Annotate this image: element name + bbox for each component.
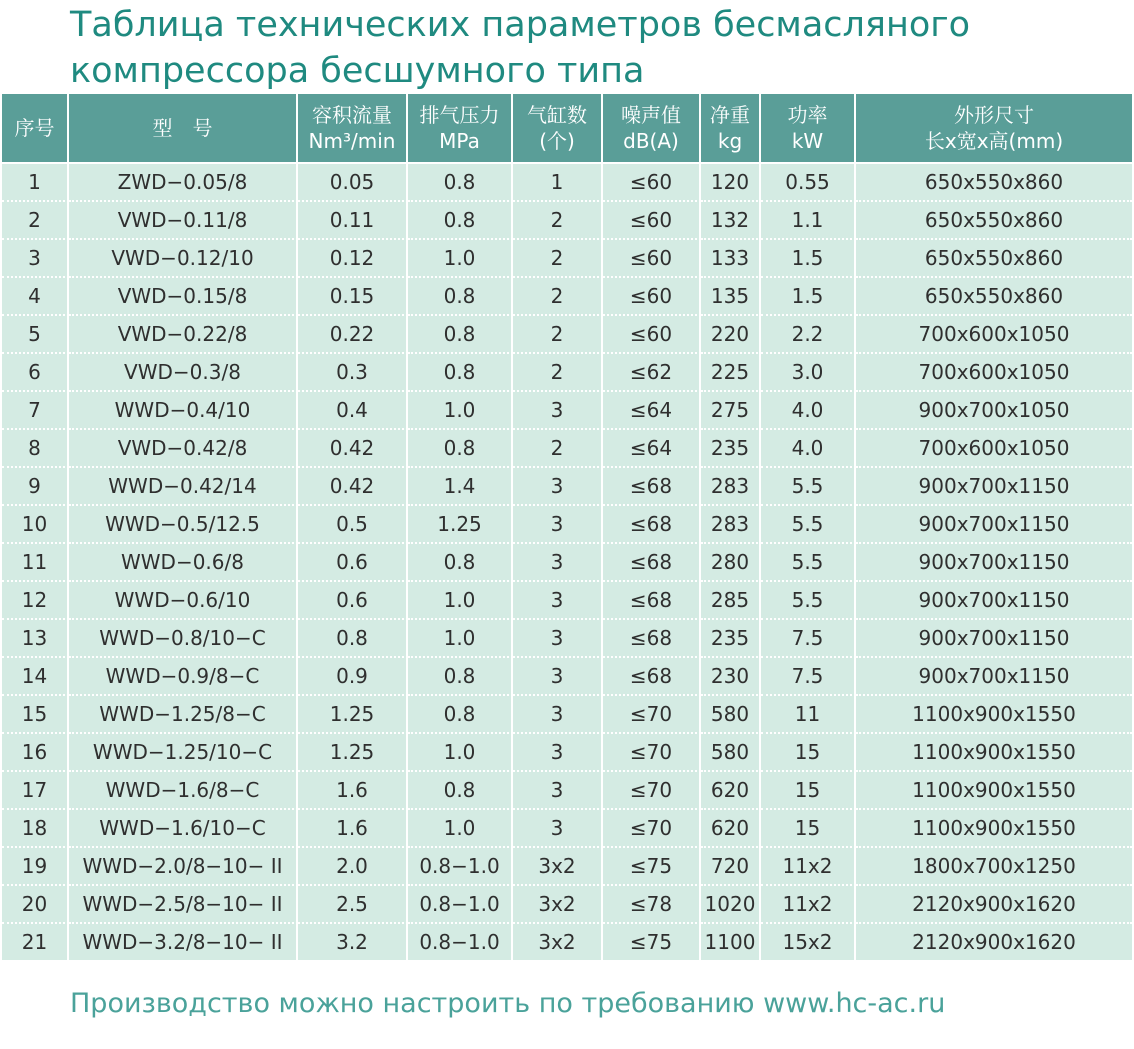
cell-index: 14 [2, 658, 69, 696]
cell-cylinders: 1 [513, 164, 603, 202]
cell-model: VWD−0.12/10 [69, 240, 298, 278]
column-header-model-label: 型 号 [152, 116, 213, 140]
cell-cylinders: 3 [513, 810, 603, 848]
cell-power: 5.5 [761, 544, 856, 582]
column-header-power [761, 94, 856, 164]
cell-weight: 1020 [701, 886, 761, 924]
cell-index: 21 [2, 924, 69, 960]
cell-model: ZWD−0.05/8 [69, 164, 298, 202]
table-row [2, 658, 1132, 696]
cell-weight: 620 [701, 810, 761, 848]
cell-pressure: 0.8 [408, 354, 513, 392]
cell-weight: 275 [701, 392, 761, 430]
table-row [2, 506, 1132, 544]
cell-pressure: 0.8 [408, 696, 513, 734]
table-row [2, 620, 1132, 658]
cell-cylinders: 3 [513, 620, 603, 658]
cell-noise: ≤60 [603, 164, 701, 202]
cell-cylinders: 3 [513, 734, 603, 772]
cell-model: WWD−0.4/10 [69, 392, 298, 430]
cell-model: WWD−0.9/8−C [69, 658, 298, 696]
cell-power: 4.0 [761, 392, 856, 430]
cell-weight: 1100 [701, 924, 761, 960]
table-row [2, 240, 1132, 278]
cell-power: 1.1 [761, 202, 856, 240]
footer-note: Производство можно настроить по требованию www.hc-ac.ru [70, 988, 946, 1019]
cell-pressure: 1.0 [408, 240, 513, 278]
cell-flow: 3.2 [298, 924, 408, 960]
cell-noise: ≤70 [603, 772, 701, 810]
cell-weight: 220 [701, 316, 761, 354]
cell-dimensions: 650x550x860 [856, 240, 1132, 278]
cell-dimensions: 1100x900x1550 [856, 772, 1132, 810]
table-body [2, 164, 1132, 960]
column-header-power-unit: kW [791, 129, 824, 153]
cell-cylinders: 2 [513, 430, 603, 468]
cell-index: 20 [2, 886, 69, 924]
cell-noise: ≤62 [603, 354, 701, 392]
cell-pressure: 1.0 [408, 392, 513, 430]
cell-power: 11x2 [761, 886, 856, 924]
cell-pressure: 1.0 [408, 620, 513, 658]
table-row [2, 430, 1132, 468]
cell-model: WWD−0.8/10−C [69, 620, 298, 658]
cell-noise: ≤68 [603, 582, 701, 620]
cell-dimensions: 900x700x1150 [856, 544, 1132, 582]
cell-dimensions: 1100x900x1550 [856, 734, 1132, 772]
cell-weight: 135 [701, 278, 761, 316]
cell-dimensions: 1100x900x1550 [856, 810, 1132, 848]
cell-noise: ≤70 [603, 696, 701, 734]
column-header-index [2, 94, 69, 164]
cell-dimensions: 650x550x860 [856, 164, 1132, 202]
cell-pressure: 0.8−1.0 [408, 924, 513, 960]
cell-cylinders: 3 [513, 772, 603, 810]
cell-flow: 1.25 [298, 734, 408, 772]
cell-power: 15 [761, 772, 856, 810]
cell-index: 11 [2, 544, 69, 582]
cell-power: 15x2 [761, 924, 856, 960]
cell-cylinders: 2 [513, 278, 603, 316]
cell-weight: 230 [701, 658, 761, 696]
cell-index: 7 [2, 392, 69, 430]
table-row [2, 544, 1132, 582]
table-row [2, 810, 1132, 848]
cell-weight: 720 [701, 848, 761, 886]
cell-weight: 580 [701, 696, 761, 734]
cell-power: 11 [761, 696, 856, 734]
table-row [2, 772, 1132, 810]
table-row [2, 202, 1132, 240]
cell-index: 6 [2, 354, 69, 392]
cell-flow: 2.0 [298, 848, 408, 886]
cell-power: 1.5 [761, 278, 856, 316]
cell-model: WWD−2.5/8−10− II [69, 886, 298, 924]
cell-flow: 1.6 [298, 772, 408, 810]
cell-weight: 620 [701, 772, 761, 810]
cell-pressure: 0.8 [408, 430, 513, 468]
cell-index: 3 [2, 240, 69, 278]
column-header-power-label: 功率 [787, 103, 828, 127]
column-header-index-label: 序号 [14, 116, 55, 140]
cell-cylinders: 3 [513, 658, 603, 696]
cell-dimensions: 2120x900x1620 [856, 886, 1132, 924]
cell-flow: 0.22 [298, 316, 408, 354]
cell-weight: 132 [701, 202, 761, 240]
cell-noise: ≤60 [603, 278, 701, 316]
cell-cylinders: 3x2 [513, 848, 603, 886]
cell-power: 5.5 [761, 468, 856, 506]
cell-power: 7.5 [761, 658, 856, 696]
column-header-weight [701, 94, 761, 164]
cell-power: 7.5 [761, 620, 856, 658]
column-header-noise [603, 94, 701, 164]
cell-model: WWD−1.25/8−C [69, 696, 298, 734]
column-header-cylinders [513, 94, 603, 164]
cell-noise: ≤60 [603, 240, 701, 278]
column-header-cylinders-label: 气缸数 [527, 103, 587, 127]
cell-flow: 0.6 [298, 582, 408, 620]
cell-weight: 133 [701, 240, 761, 278]
cell-model: VWD−0.22/8 [69, 316, 298, 354]
cell-dimensions: 900x700x1150 [856, 658, 1132, 696]
cell-flow: 1.25 [298, 696, 408, 734]
cell-pressure: 1.0 [408, 582, 513, 620]
cell-model: VWD−0.15/8 [69, 278, 298, 316]
cell-cylinders: 3 [513, 544, 603, 582]
cell-index: 17 [2, 772, 69, 810]
table-row [2, 924, 1132, 960]
column-header-pressure-unit: MPa [439, 129, 480, 153]
cell-pressure: 1.0 [408, 810, 513, 848]
cell-dimensions: 900x700x1150 [856, 506, 1132, 544]
cell-model: VWD−0.3/8 [69, 354, 298, 392]
cell-index: 2 [2, 202, 69, 240]
cell-dimensions: 700x600x1050 [856, 354, 1132, 392]
cell-power: 2.2 [761, 316, 856, 354]
cell-noise: ≤68 [603, 658, 701, 696]
cell-cylinders: 3 [513, 506, 603, 544]
specs-table-container [2, 94, 1132, 960]
cell-noise: ≤68 [603, 468, 701, 506]
cell-noise: ≤68 [603, 506, 701, 544]
cell-noise: ≤68 [603, 544, 701, 582]
cell-dimensions: 1800x700x1250 [856, 848, 1132, 886]
cell-pressure: 0.8 [408, 278, 513, 316]
column-header-flow [298, 94, 408, 164]
column-header-dimensions-unit: 长x宽x高(mm) [924, 129, 1064, 153]
column-header-dimensions [856, 94, 1132, 164]
column-header-flow-label: 容积流量 [312, 103, 392, 127]
cell-dimensions: 650x550x860 [856, 278, 1132, 316]
cell-model: VWD−0.42/8 [69, 430, 298, 468]
cell-model: WWD−3.2/8−10− II [69, 924, 298, 960]
cell-power: 15 [761, 734, 856, 772]
cell-model: WWD−0.6/8 [69, 544, 298, 582]
cell-index: 10 [2, 506, 69, 544]
cell-flow: 0.11 [298, 202, 408, 240]
cell-weight: 580 [701, 734, 761, 772]
cell-pressure: 1.0 [408, 734, 513, 772]
cell-flow: 0.42 [298, 468, 408, 506]
cell-pressure: 0.8 [408, 658, 513, 696]
cell-dimensions: 650x550x860 [856, 202, 1132, 240]
table-row [2, 886, 1132, 924]
cell-index: 13 [2, 620, 69, 658]
cell-flow: 0.9 [298, 658, 408, 696]
table-row [2, 278, 1132, 316]
cell-model: VWD−0.11/8 [69, 202, 298, 240]
cell-power: 5.5 [761, 582, 856, 620]
cell-flow: 0.6 [298, 544, 408, 582]
cell-flow: 0.15 [298, 278, 408, 316]
cell-pressure: 0.8−1.0 [408, 886, 513, 924]
column-header-weight-label: 净重 [710, 103, 750, 127]
cell-model: WWD−1.6/8−C [69, 772, 298, 810]
cell-dimensions: 900x700x1150 [856, 468, 1132, 506]
cell-index: 19 [2, 848, 69, 886]
cell-flow: 0.05 [298, 164, 408, 202]
cell-pressure: 0.8 [408, 544, 513, 582]
cell-power: 4.0 [761, 430, 856, 468]
header-row [2, 94, 1132, 164]
cell-flow: 2.5 [298, 886, 408, 924]
column-header-weight-unit: kg [717, 129, 743, 153]
cell-index: 9 [2, 468, 69, 506]
column-header-model [69, 94, 298, 164]
cell-pressure: 1.25 [408, 506, 513, 544]
table-row [2, 582, 1132, 620]
cell-weight: 225 [701, 354, 761, 392]
specs-table [2, 94, 1132, 960]
cell-power: 3.0 [761, 354, 856, 392]
cell-power: 11x2 [761, 848, 856, 886]
cell-model: WWD−0.5/12.5 [69, 506, 298, 544]
cell-dimensions: 900x700x1150 [856, 620, 1132, 658]
cell-model: WWD−1.25/10−C [69, 734, 298, 772]
cell-noise: ≤60 [603, 316, 701, 354]
cell-cylinders: 3 [513, 582, 603, 620]
table-row [2, 734, 1132, 772]
cell-noise: ≤68 [603, 620, 701, 658]
cell-flow: 0.4 [298, 392, 408, 430]
cell-flow: 0.42 [298, 430, 408, 468]
table-row [2, 848, 1132, 886]
cell-flow: 0.8 [298, 620, 408, 658]
cell-flow: 0.12 [298, 240, 408, 278]
cell-model: WWD−1.6/10−C [69, 810, 298, 848]
cell-pressure: 0.8 [408, 772, 513, 810]
table-row [2, 354, 1132, 392]
cell-power: 5.5 [761, 506, 856, 544]
table-row [2, 392, 1132, 430]
cell-weight: 285 [701, 582, 761, 620]
cell-model: WWD−0.42/14 [69, 468, 298, 506]
cell-dimensions: 2120x900x1620 [856, 924, 1132, 960]
cell-cylinders: 2 [513, 354, 603, 392]
cell-index: 8 [2, 430, 69, 468]
table-row [2, 696, 1132, 734]
cell-cylinders: 3 [513, 392, 603, 430]
cell-noise: ≤75 [603, 848, 701, 886]
cell-index: 4 [2, 278, 69, 316]
cell-noise: ≤75 [603, 924, 701, 960]
cell-index: 12 [2, 582, 69, 620]
cell-model: WWD−2.0/8−10− II [69, 848, 298, 886]
cell-flow: 0.3 [298, 354, 408, 392]
cell-pressure: 1.4 [408, 468, 513, 506]
column-header-noise-label: 噪声值 [621, 103, 681, 127]
cell-dimensions: 900x700x1050 [856, 392, 1132, 430]
cell-index: 5 [2, 316, 69, 354]
cell-weight: 235 [701, 430, 761, 468]
cell-index: 18 [2, 810, 69, 848]
column-header-cylinders-unit: (个) [539, 129, 575, 153]
cell-weight: 283 [701, 468, 761, 506]
table-row [2, 164, 1132, 202]
cell-pressure: 0.8 [408, 316, 513, 354]
cell-weight: 283 [701, 506, 761, 544]
page-title: Таблица технических параметров бесмасляного компрессора бесшумного типа [70, 5, 971, 91]
table-row [2, 468, 1132, 506]
table-header [2, 94, 1132, 164]
cell-cylinders: 3x2 [513, 924, 603, 960]
column-header-pressure [408, 94, 513, 164]
cell-cylinders: 2 [513, 202, 603, 240]
cell-weight: 235 [701, 620, 761, 658]
column-header-flow-unit: Nm³/min [308, 129, 396, 153]
cell-index: 16 [2, 734, 69, 772]
cell-dimensions: 700x600x1050 [856, 430, 1132, 468]
column-header-pressure-label: 排气压力 [419, 103, 500, 127]
cell-power: 1.5 [761, 240, 856, 278]
cell-index: 1 [2, 164, 69, 202]
cell-model: WWD−0.6/10 [69, 582, 298, 620]
cell-pressure: 0.8−1.0 [408, 848, 513, 886]
cell-cylinders: 2 [513, 316, 603, 354]
cell-index: 15 [2, 696, 69, 734]
cell-pressure: 0.8 [408, 202, 513, 240]
cell-cylinders: 3 [513, 468, 603, 506]
cell-flow: 0.5 [298, 506, 408, 544]
table-row [2, 316, 1132, 354]
cell-flow: 1.6 [298, 810, 408, 848]
cell-dimensions: 1100x900x1550 [856, 696, 1132, 734]
cell-dimensions: 700x600x1050 [856, 316, 1132, 354]
cell-noise: ≤70 [603, 734, 701, 772]
cell-power: 0.55 [761, 164, 856, 202]
cell-noise: ≤64 [603, 392, 701, 430]
cell-weight: 280 [701, 544, 761, 582]
cell-noise: ≤78 [603, 886, 701, 924]
column-header-dimensions-label: 外形尺寸 [954, 103, 1034, 127]
cell-cylinders: 3x2 [513, 886, 603, 924]
cell-noise: ≤64 [603, 430, 701, 468]
cell-cylinders: 3 [513, 696, 603, 734]
cell-weight: 120 [701, 164, 761, 202]
cell-cylinders: 2 [513, 240, 603, 278]
cell-dimensions: 900x700x1150 [856, 582, 1132, 620]
cell-pressure: 0.8 [408, 164, 513, 202]
cell-power: 15 [761, 810, 856, 848]
cell-noise: ≤70 [603, 810, 701, 848]
column-header-noise-unit: dB(A) [623, 129, 679, 153]
cell-noise: ≤60 [603, 202, 701, 240]
